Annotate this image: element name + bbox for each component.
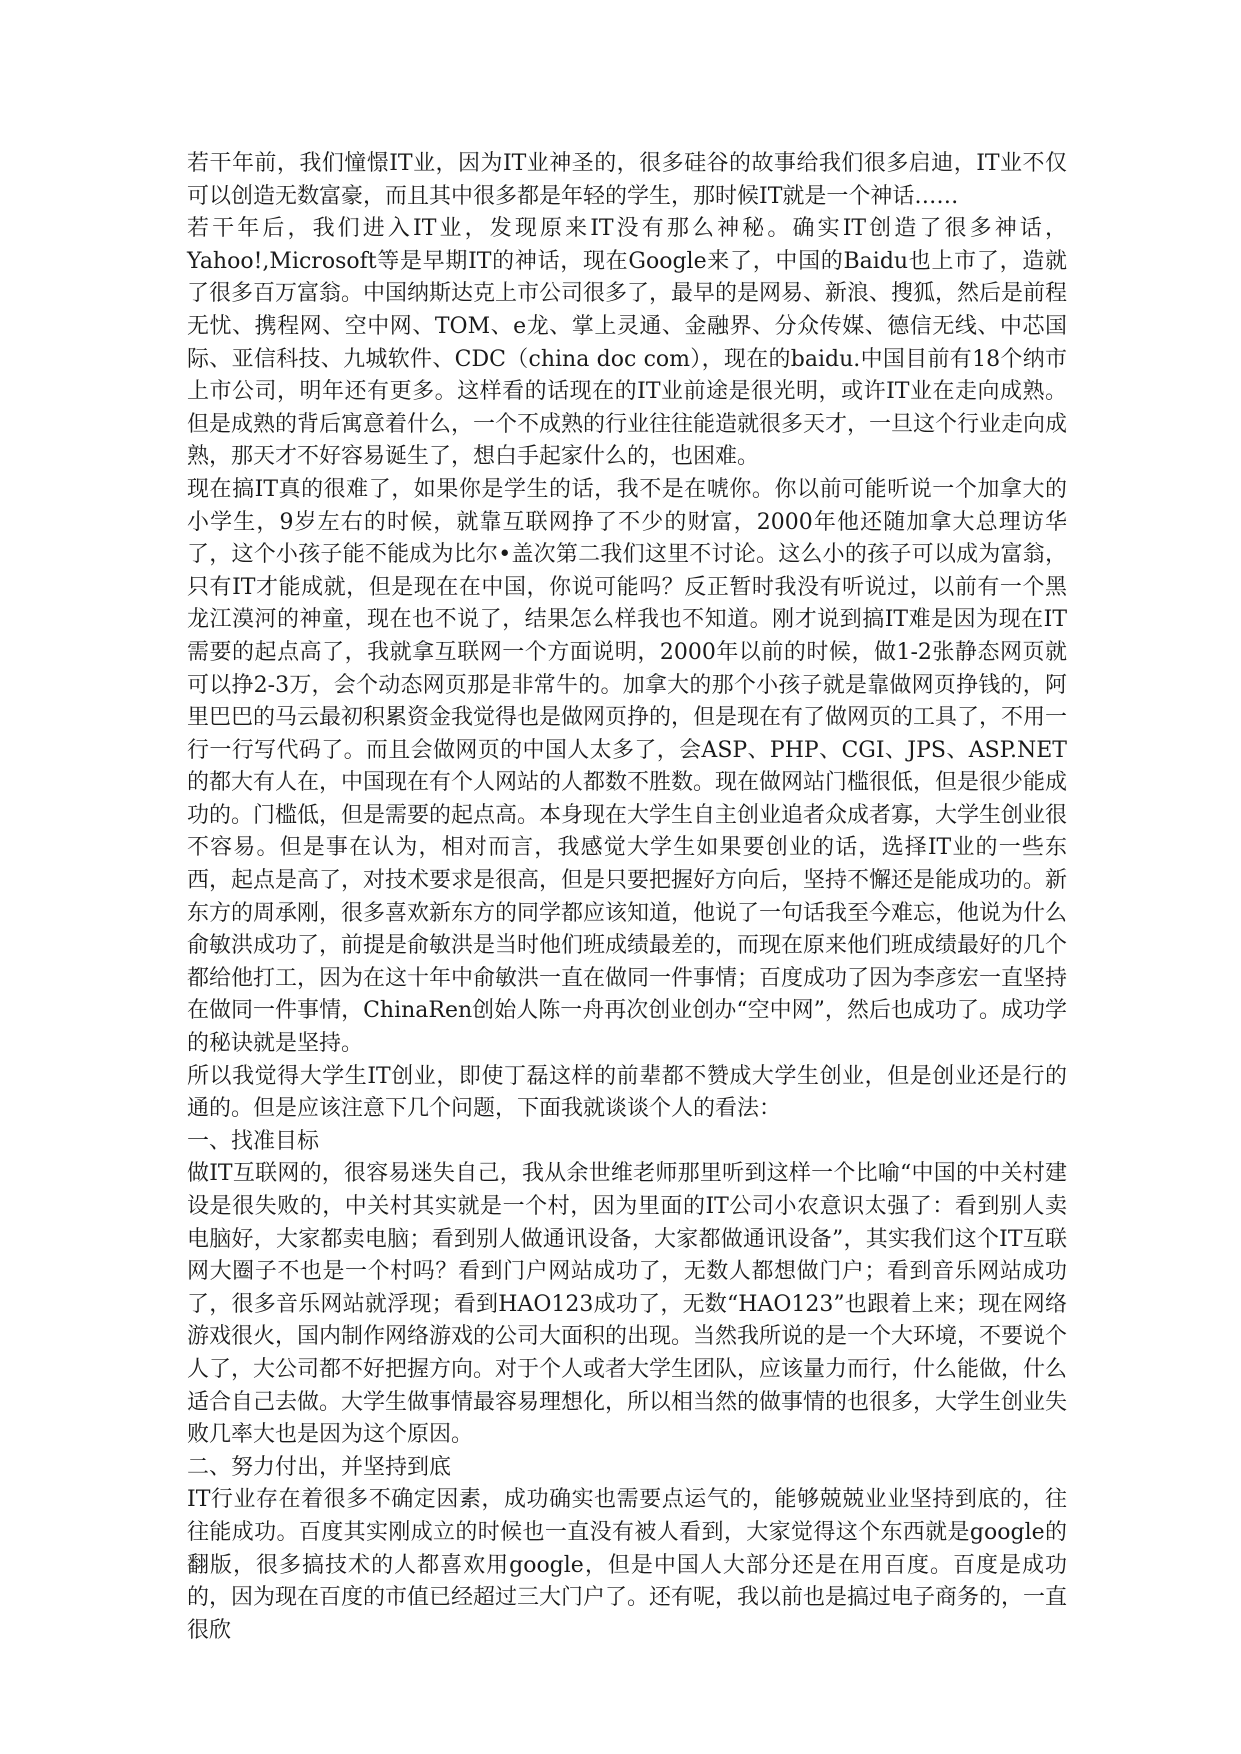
paragraph-persist: IT行业存在着很多不确定因素，成功确实也需要点运气的，能够兢兢业业坚持到底的，往往能成功。百度其实刚成立的时候也一直没有被人看到，大家觉得这个东西就是google的翻版，很多搞技术的人都喜欢用google，但是中国人大部分还是在用百度。百度是成功的，因为现在百度的市值已经超过三大门户了。还有呢，我以前也是搞过电子商务的，一直很欣 <box>187 1487 1068 1643</box>
section-heading-find-target: 一、找准目标 <box>187 1128 320 1154</box>
paragraph-it-difficulty: 现在搞IT真的很难了，如果你是学生的话，我不是在唬你。你以前可能听说一个加拿大的小学生，9岁左右的时候，就靠互联网挣了不少的财富，2000年他还随加拿大总理访华了，这个小孩子能不能成为比尔•盖次第二我们这里不讨论。这么小的孩子可以成为富翁，只有IT才能成就，但是现在在中国，你说可能吗？反正暂时我没有听说过，以前有一个黑龙江漠河的神童，现在也不说了，结果怎么样我也不知道。刚才说到搞IT难是因为现在IT需要的起点高了，我就拿互联网一个方面说明，2000年以前的时候，做1-2张静态网页就可以挣2-3万，会个动态网页那是非常牛的。加拿大的那个小孩子就是靠做网页挣钱的，阿里巴巴的马云最初积累资金我觉得也是做网页挣的，但是现在有了做网页的工具了，不用一行一行写代码了。而且会做网页的中国人太多了，会ASP、PHP、CGI、JPS、ASP.NET的都大有人在，中国现在有个人网站的人都数不胜数。现在做网站门槛很低，但是很少能成功的。门槛低，但是需要的起点高。本身现在大学生自主创业追者众成者寡，大学生创业很不容易。但是事在认为，相对而言，我感觉大学生如果要创业的话，选择IT业的一些东西，起点是高了，对技术要求是很高，但是只要把握好方向后，坚持不懈还是能成功的。新东方的周承刚，很多喜欢新东方的同学都应该知道，他说了一句话我至今难忘，他说为什么俞敏洪成功了，前提是俞敏洪是当时他们班成绩最差的，而现在原来他们班成绩最好的几个都给他打工，因为在这十年中俞敏洪一直在做同一件事情；百度成功了因为李彦宏一直坚持在做同一件事情，ChinaRen创始人陈一舟再次创业创办“空中网”，然后也成功了。成功学的秘诀就是坚持。 <box>187 476 1068 1057</box>
section-heading-persist: 二、努力付出，并坚持到底 <box>187 1454 452 1480</box>
paragraph-student-startup: 所以我觉得大学生IT创业，即使丁磊这样的前辈都不赞成大学生创业，但是创业还是行的通的。但是应该注意下几个问题，下面我就谈谈个人的看法： <box>187 1063 1067 1122</box>
paragraph-intro-past: 若干年前，我们憧憬IT业，因为IT业神圣的，很多硅谷的故事给我们很多启迪，IT业不仅可以创造无数富豪，而且其中很多都是年轻的学生，那时候IT就是一个神话…… <box>187 151 1067 209</box>
document-body <box>187 148 1067 1647</box>
paragraph-intro-present: 若干年后，我们进入IT业，发现原来IT没有那么神秘。确实IT创造了很多神话，Yahoo!,Microsoft等是早期IT的神话，现在Google来了，中国的Baidu也上市了，造就了很多百万富翁。中国纳斯达克上市公司很多了，最早的是网易、新浪、搜狐，然后是前程无忧、携程网、空中网、TOM、e龙、掌上灵通、金融界、分众传媒、德信无线、中芯国际、亚信科技、九城软件、CDC（china doc com），现在的baidu.中国目前有18个纳市上市公司，明年还有更多。这样看的话现在的IT业前途是很光明，或许IT业在走向成熟。但是成熟的背后寓意着什么，一个不成熟的行业往往能造就很多天才，一旦这个行业走向成熟，那天才不好容易诞生了，想白手起家什么的，也困难。 <box>187 216 1068 470</box>
paragraph-find-target: 做IT互联网的，很容易迷失自己，我从余世维老师那里听到这样一个比喻“中国的中关村建设是很失败的，中关村其实就是一个村，因为里面的IT公司小农意识太强了：看到别人卖电脑好，大家都卖电脑；看到别人做通讯设备，大家都做通讯设备”，其实我们这个IT互联网大圈子不也是一个村吗？看到门户网站成功了，无数人都想做门户；看到音乐网站成功了，很多音乐网站就浮现；看到HAO123成功了，无数“HAO123”也跟着上来；现在网络游戏很火，国内制作网络游戏的公司大面积的出现。当然我所说的是一个大环境，不要说个人了，大公司都不好把握方向。对于个人或者大学生团队，应该量力而行，什么能做，什么适合自己去做。大学生做事情最容易理想化，所以相当然的做事情的也很多，大学生创业失败几率大也是因为这个原因。 <box>187 1161 1068 1448</box>
